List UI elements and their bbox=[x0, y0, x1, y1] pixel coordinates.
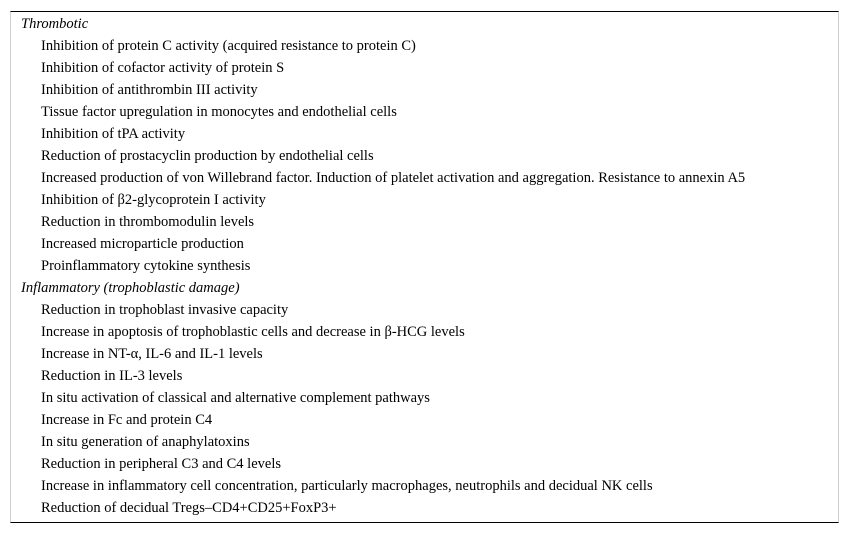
section-heading-inflammatory: Inflammatory (trophoblastic damage) bbox=[21, 280, 240, 296]
table-row: In situ activation of classical and alternative complement pathways bbox=[41, 390, 430, 406]
table-row: Reduction in thrombomodulin levels bbox=[41, 214, 255, 230]
table-row: In situ generation of anaphylatoxins bbox=[41, 434, 250, 450]
table-row: Inhibition of antithrombin III activity bbox=[41, 82, 258, 98]
table-row: Proinflammatory cytokine synthesis bbox=[41, 258, 251, 274]
table-row: Increase in Fc and protein C4 bbox=[41, 412, 213, 428]
table-row: Increased microparticle production bbox=[41, 236, 244, 252]
table-row: Tissue factor upregulation in monocytes and endothelial cells bbox=[41, 104, 397, 120]
table-row: Reduction in peripheral C3 and C4 levels bbox=[41, 456, 282, 472]
table-row: Reduction of decidual Tregs–CD4+CD25+FoxP3+ bbox=[41, 500, 337, 516]
table-row: Inhibition of β2-glycoprotein I activity bbox=[41, 192, 266, 208]
table-row: Reduction of prostacyclin production by endothelial cells bbox=[41, 148, 374, 164]
table-row: Increased production of von Willebrand factor. Induction of platelet activation and aggregation. Resistance to annexin A5 bbox=[41, 170, 746, 186]
mechanisms-table bbox=[10, 11, 839, 523]
table-row: Inhibition of protein C activity (acquired resistance to protein C) bbox=[41, 38, 416, 54]
section-heading-thrombotic: Thrombotic bbox=[21, 16, 89, 32]
table-row: Inhibition of tPA activity bbox=[41, 126, 186, 142]
table-row: Reduction in IL-3 levels bbox=[41, 368, 183, 384]
table-row: Increase in NT-α, IL-6 and IL-1 levels bbox=[41, 346, 263, 362]
table-row: Inhibition of cofactor activity of protein S bbox=[41, 60, 285, 76]
table-row: Increase in inflammatory cell concentration, particularly macrophages, neutrophils and decidual NK cells bbox=[41, 478, 653, 494]
table-body bbox=[11, 12, 838, 519]
table-row: Increase in apoptosis of trophoblastic cells and decrease in β-HCG levels bbox=[41, 324, 465, 340]
table-row: Reduction in trophoblast invasive capacity bbox=[41, 302, 289, 318]
